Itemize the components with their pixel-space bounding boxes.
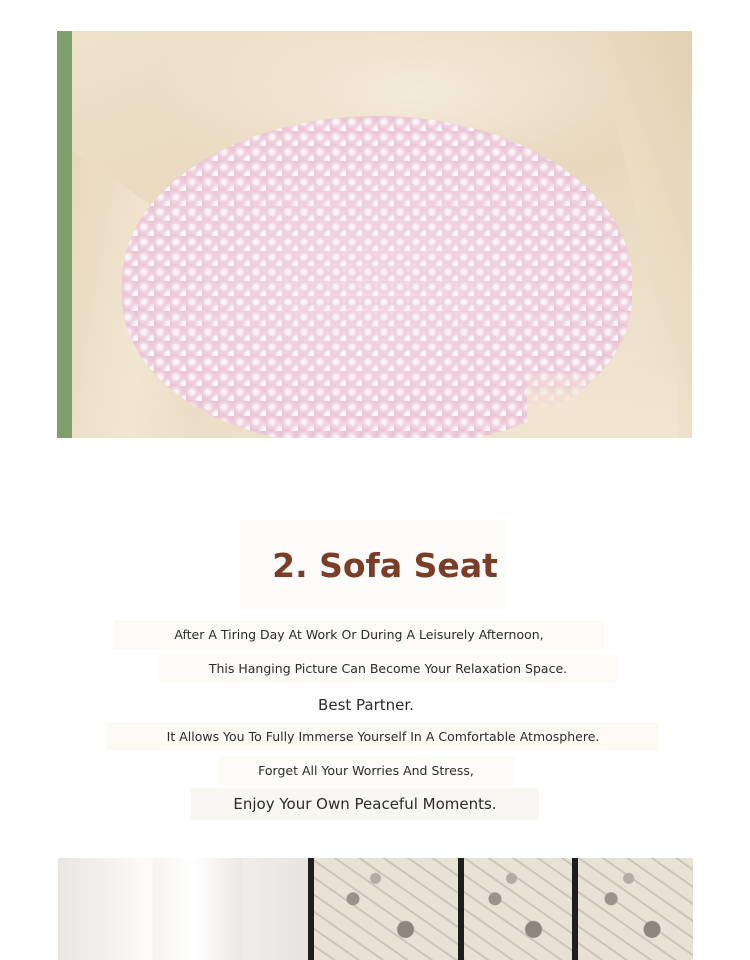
description-line: Enjoy Your Own Peaceful Moments. bbox=[0, 788, 750, 820]
description-line: This Hanging Picture Can Become Your Relaxation Space. bbox=[0, 654, 750, 683]
description-line: Best Partner. bbox=[318, 696, 414, 714]
floral-screen-panel bbox=[576, 858, 693, 960]
floral-screen-panel bbox=[462, 858, 572, 960]
section-title: 2. Sofa Seat bbox=[240, 520, 506, 610]
room-screen-photo bbox=[58, 858, 693, 960]
screen-frame bbox=[308, 858, 314, 960]
description-line: Forget All Your Worries And Stress, bbox=[0, 756, 750, 785]
floral-screen-panel bbox=[308, 858, 458, 960]
screen-frame bbox=[572, 858, 578, 960]
curtain bbox=[153, 858, 243, 960]
fabric-fold-bottom bbox=[527, 368, 677, 438]
description-line: After A Tiring Day At Work Or During A Leisurely Afternoon, bbox=[0, 620, 750, 649]
filling-beads-photo bbox=[57, 31, 692, 438]
description-line: It Allows You To Fully Immerse Yourself In A Comfortable Atmosphere. bbox=[0, 722, 750, 751]
screen-frame bbox=[458, 858, 464, 960]
